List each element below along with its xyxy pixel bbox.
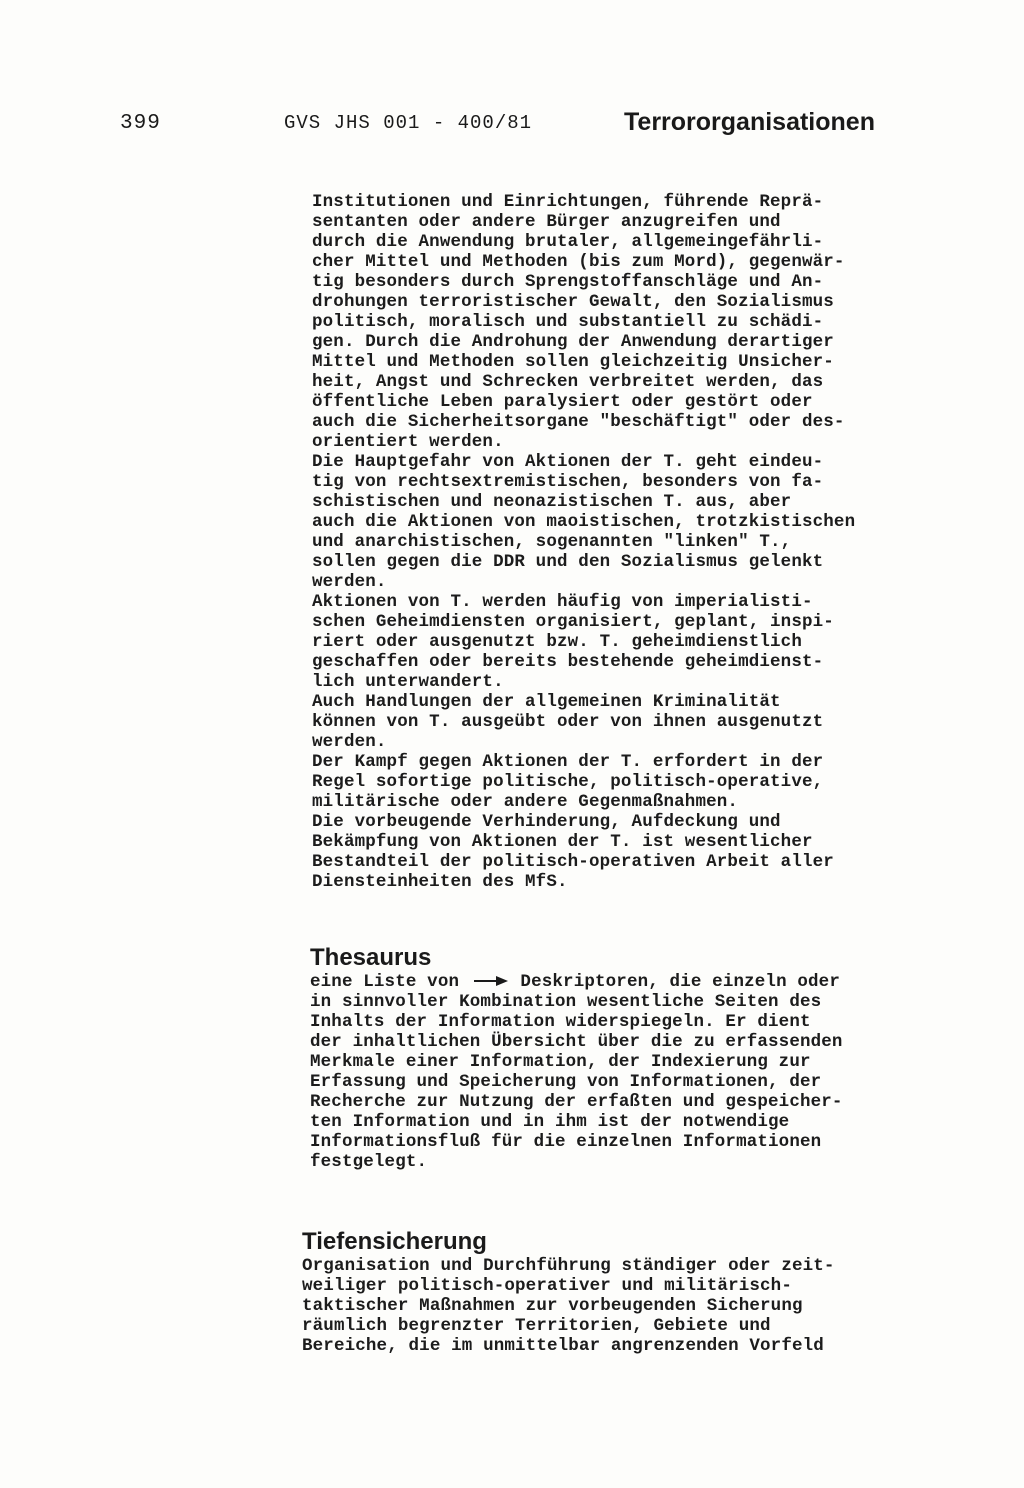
text-line: weiliger politisch-operativer und militärisch- (302, 1276, 792, 1296)
text-line: sollen gegen die DDR und den Sozialismus gelenkt (312, 552, 824, 572)
text-line: Organisation und Durchführung ständiger oder zeit- (302, 1256, 835, 1276)
text-line: gen. Durch die Androhung der Anwendung derartiger (312, 332, 834, 352)
thesaurus-heading: Thesaurus (310, 944, 432, 971)
text-line: Erfassung und Speicherung von Informationen, der (310, 1072, 822, 1092)
section-title: Terrororganisationen (624, 108, 875, 136)
text-line: Merkmale einer Information, der Indexierung zur (310, 1052, 811, 1072)
text-line: öffentliche Leben paralysiert oder gestört oder (312, 392, 813, 412)
text-line: Die Hauptgefahr von Aktionen der T. geht eindeu- (312, 452, 824, 472)
text-line: Institutionen und Einrichtungen, führende Reprä- (312, 192, 824, 212)
tiefensicherung-entry (302, 1228, 835, 1356)
terror-entry-text (312, 192, 855, 892)
thesaurus-first-line-start: eine Liste von (310, 972, 470, 992)
text-line: tig von rechtsextremistischen, besonders von fa- (312, 472, 824, 492)
text-line: heit, Angst und Schrecken verbreitet werden, das (312, 372, 824, 392)
text-line: Mittel und Methoden sollen gleichzeitig Unsicher- (312, 352, 834, 372)
text-line: Die vorbeugende Verhinderung, Aufdeckung und (312, 812, 781, 832)
text-line: Diensteinheiten des MfS. (312, 872, 568, 892)
text-line: Informationsfluß für die einzelnen Informationen (310, 1132, 822, 1152)
text-line: Bereiche, die im unmittelbar angrenzenden Vorfeld (302, 1336, 824, 1356)
text-line: taktischer Maßnahmen zur vorbeugenden Sicherung (302, 1296, 803, 1316)
text-line: und anarchistischen, sogenannten "linken" T., (312, 532, 792, 552)
arrow-right-icon (470, 975, 510, 987)
text-line: der inhaltlichen Übersicht über die zu erfassenden (310, 1032, 843, 1052)
text-line: schen Geheimdiensten organisiert, geplant, inspi- (312, 612, 834, 632)
text-line: festgelegt. (310, 1152, 428, 1172)
text-line: sentanten oder andere Bürger anzugreifen und (312, 212, 781, 232)
text-line: Inhalts der Information widerspiegeln. Er dient (310, 1012, 811, 1032)
tiefensicherung-text (302, 1256, 835, 1356)
text-line: werden. (312, 732, 387, 752)
text-line: Regel sofortige politische, politisch-operative, (312, 772, 824, 792)
tiefensicherung-heading: Tiefensicherung (302, 1228, 487, 1255)
text-line: orientiert werden. (312, 432, 504, 452)
text-line: lich unterwandert. (312, 672, 504, 692)
text-line: cher Mittel und Methoden (bis zum Mord), gegenwär- (312, 252, 845, 272)
text-line: ten Information und in ihm ist der notwendige (310, 1112, 790, 1132)
text-line: auch die Sicherheitsorgane "beschäftigt" oder des- (312, 412, 845, 432)
text-line: räumlich begrenzter Territorien, Gebiete und (302, 1316, 771, 1336)
text-line: werden. (312, 572, 387, 592)
text-line: Aktionen von T. werden häufig von imperialisti- (312, 592, 813, 612)
thesaurus-first-line-end: Deskriptoren, die einzeln oder (509, 972, 840, 992)
text-line: können von T. ausgeübt oder von ihnen ausgenutzt (312, 712, 824, 732)
text-line: geschaffen oder bereits bestehende geheimdienst- (312, 652, 824, 672)
thesaurus-text (310, 992, 843, 1172)
text-line: Recherche zur Nutzung der erfaßten und gespeicher- (310, 1092, 843, 1112)
thesaurus-first-line (310, 972, 843, 992)
text-line: auch die Aktionen von maoistischen, trotzkistischen (312, 512, 856, 532)
page-number: 399 (120, 112, 161, 135)
text-line: Auch Handlungen der allgemeinen Kriminalität (312, 692, 781, 712)
thesaurus-entry (310, 944, 843, 1172)
text-line: militärische oder andere Gegenmaßnahmen. (312, 792, 739, 812)
text-line: Bestandteil der politisch-operativen Arbeit aller (312, 852, 834, 872)
text-line: Der Kampf gegen Aktionen der T. erfordert in der (312, 752, 824, 772)
text-line: durch die Anwendung brutaler, allgemeingefährli- (312, 232, 824, 252)
text-line: drohungen terroristischer Gewalt, den Sozialismus (312, 292, 834, 312)
page-header (0, 108, 1024, 138)
text-line: tig besonders durch Sprengstoffanschläge und An- (312, 272, 824, 292)
text-line: politisch, moralisch und substantiell zu schädi- (312, 312, 824, 332)
document-reference: GVS JHS 001 - 400/81 (284, 112, 533, 134)
text-line: in sinnvoller Kombination wesentliche Seiten des (310, 992, 822, 1012)
text-line: schistischen und neonazistischen T. aus, aber (312, 492, 792, 512)
text-line: Bekämpfung von Aktionen der T. ist wesentlicher (312, 832, 813, 852)
text-line: riert oder ausgenutzt bzw. T. geheimdienstlich (312, 632, 802, 652)
